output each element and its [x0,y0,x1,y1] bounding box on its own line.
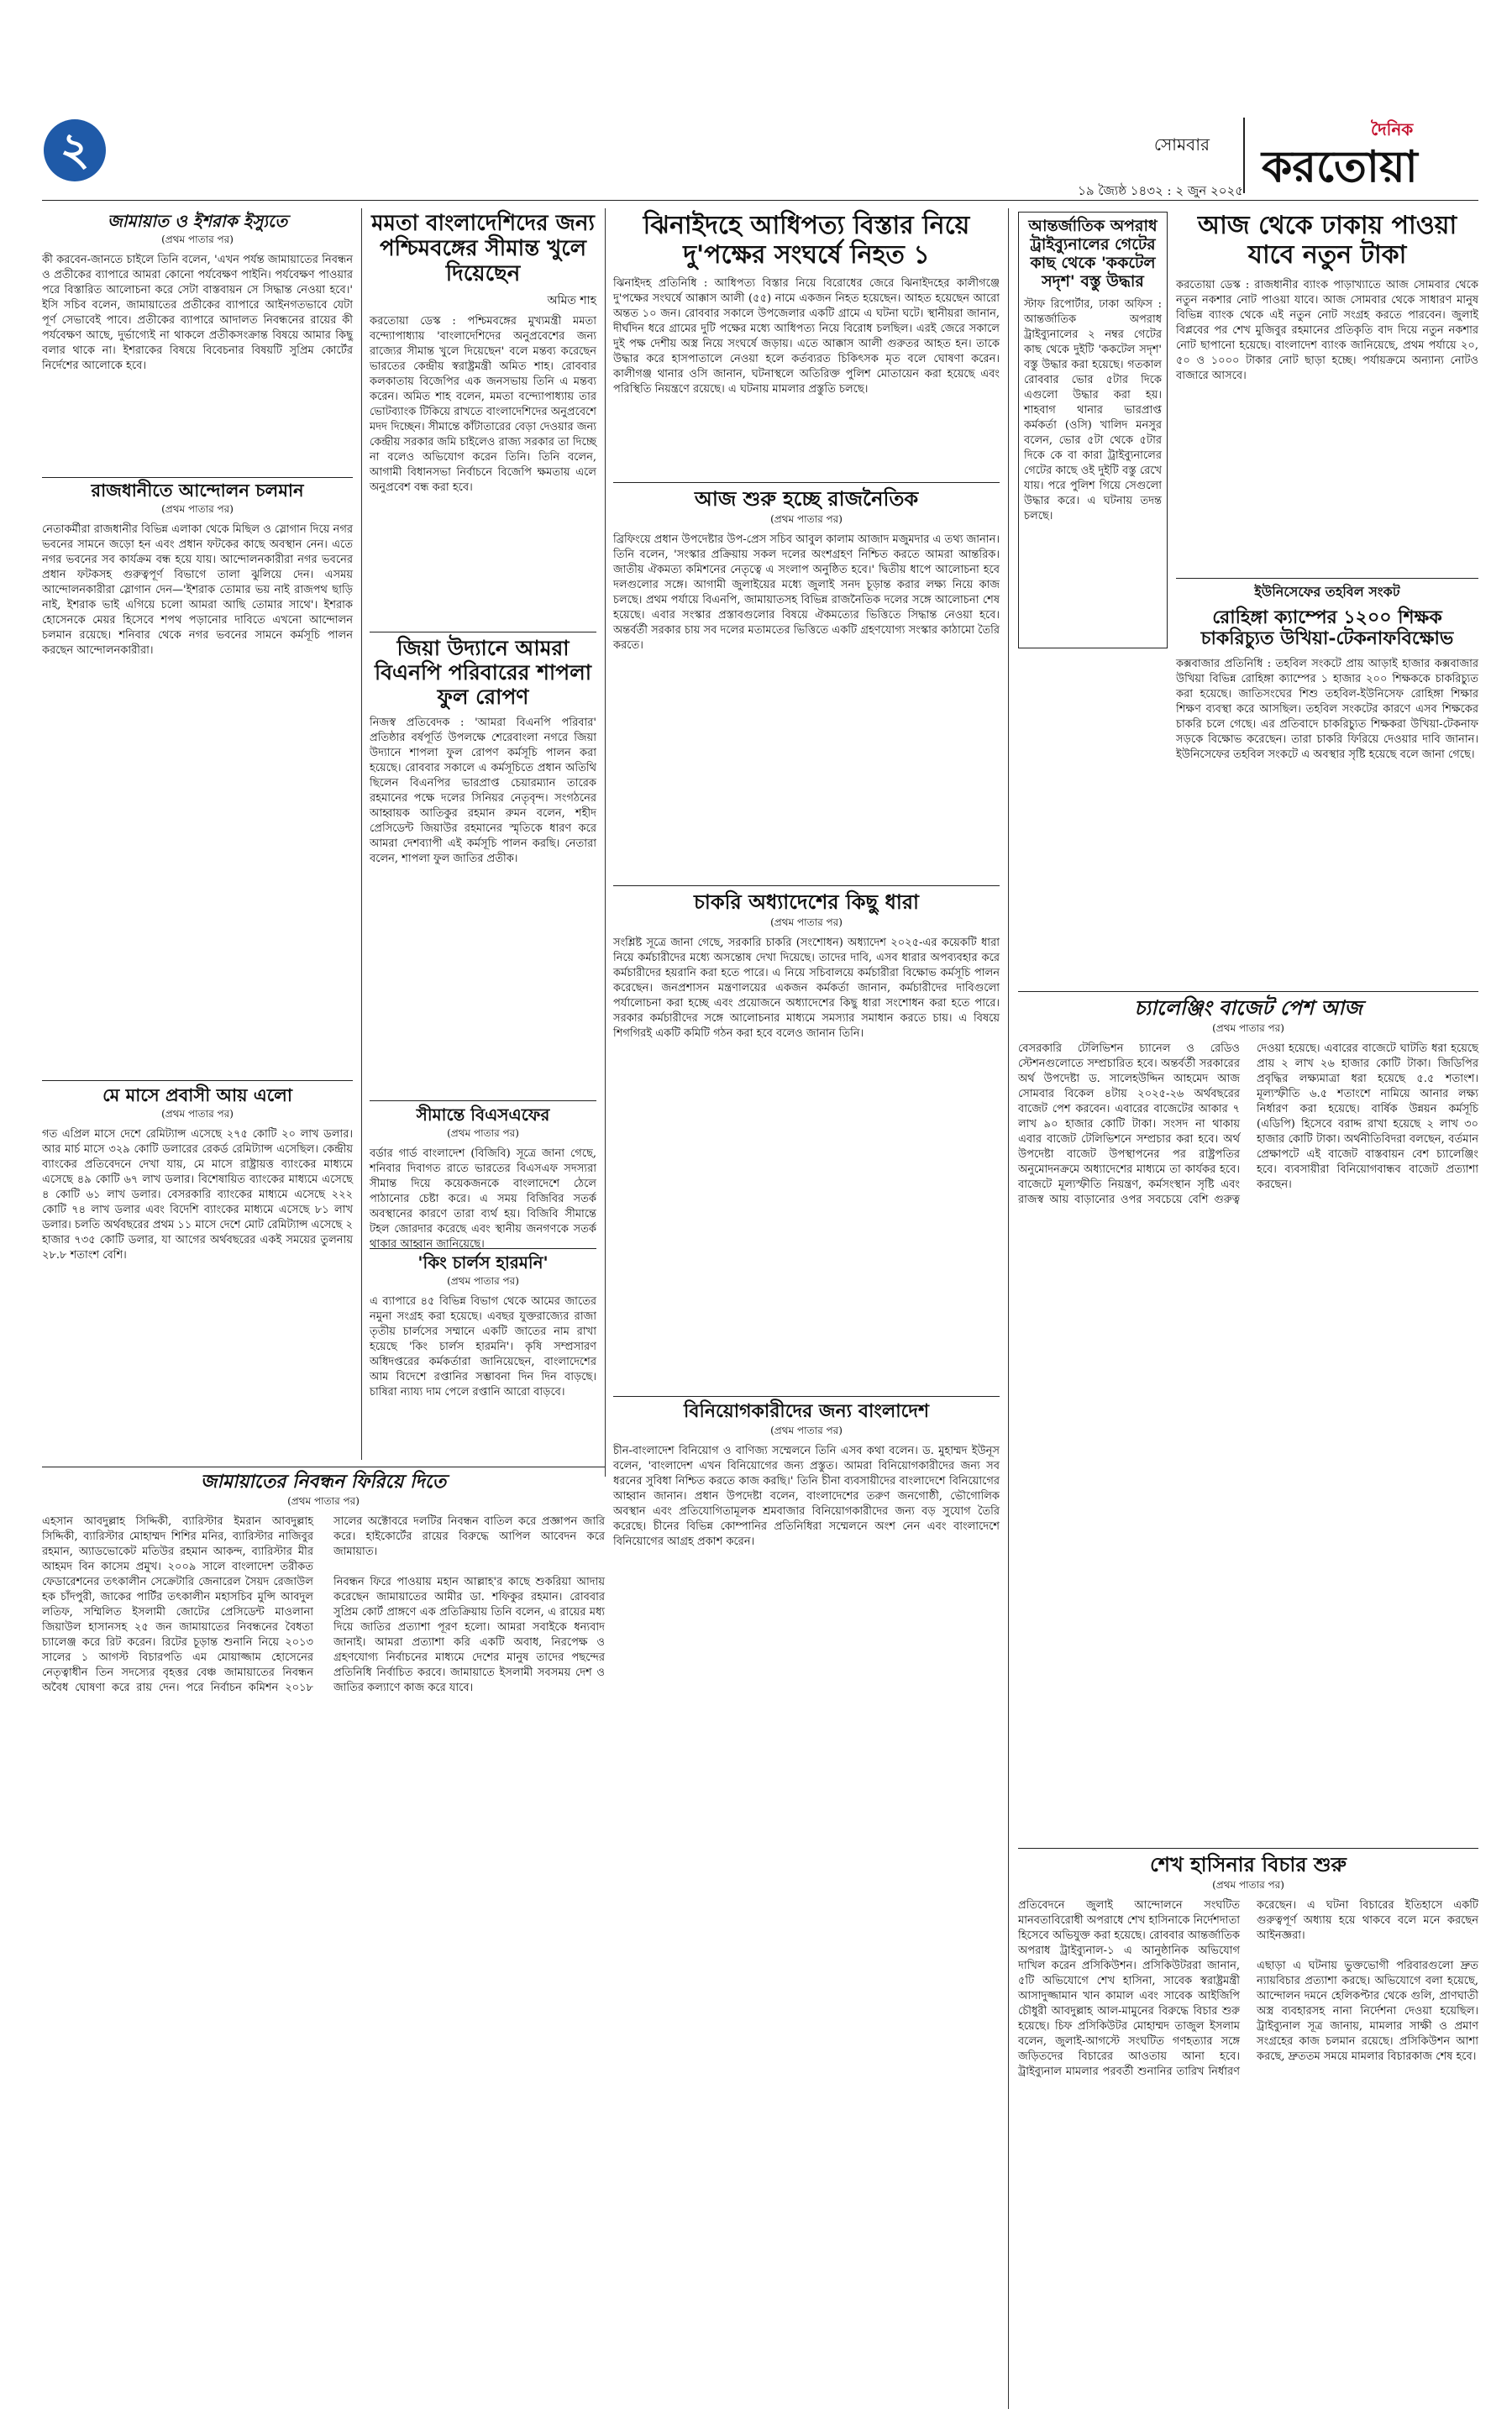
article-body: কী করবেন-জানতে চাইলে তিনি বলেন, 'এখন পর্যন্ত জামায়াতের নিবন্ধন ও প্রতীকের ব্যাপারে আমরা কোনো পর্যবেক্ষণ পাইনি। পর্যবেক্ষণ পাওয়ার পরে বিস্তারিত আলোচনা করে সেটা বাস্তবায়ন সে সিদ্ধান্ত নেওয়া হবে।' ইসি সচিব বলেন, জামায়াতের প্রতীকের ব্যাপারে আইনগতভাবে যেটা পূর্ণ সেভাবেই পাবে। প্রতীকের ব্যাপারে আদালত নিবন্ধনের রায়ের কী পর্যবেক্ষণ আছে, দুর্ভাগ্যেই না থাকলে প্রতীকসংক্রান্ত বিষয়ে আমার কিছু বলার থাকে না। ইশরাকের বিষয়ে বিবেচনার বিষয়টি সুপ্রিম কোর্টের নির্দেশের আলোকে হবে। [42,254,357,372]
headline: শেখ হাসিনার বিচার শুরু [1150,1852,1347,1876]
article-body: ব্রিফিংয়ে প্রধান উপদেষ্টার উপ-প্রেস সচিব আবুল কালাম আজাদ মজুমদার এ তথ্য জানান। তিনি বলেন, 'সংস্কার প্রক্রিয়ায় সকল দলের অংশগ্রহণ নিশ্চিত করতে আমরা আন্তরিক। জাতীয় ঐকমত্য কমিশনের নেতৃত্বে এ সংলাপ অনুষ্ঠিত হবে।' দ্বিতীয় ধাপে আলোচনা হবে দলগুলোর সঙ্গে। আগামী জুলাইয়ের মধ্যে জুলাই সনদ চূড়ান্ত করার লক্ষ্য নিয়ে কাজ চলছে। প্রথম পর্যায়ে বিএনপি, জামায়াতসহ বিভিন্ন রাজনৈতিক দলের সঙ্গে আলোচনা শেষ হয়েছে। এবার সংস্কার প্রস্তাবগুলোর বিষয়ে ঐকমত্যের ভিত্তিতে সিদ্ধান্ত নেওয়া হবে। অন্তর্বর্তী সরকার চায় সব দলের মতামতের ভিত্তিতে একটি গ্রহণযোগ্য সংস্কার কাঠামো তৈরি করতে। [613,533,1004,652]
headline: চাকরি অধ্যাদেশের কিছু ধারা [693,890,920,914]
article-body: প্রতিবেদনে জুলাই আন্দোলনে সংঘটিত মানবতাবিরোধী অপরাধে শেখ হাসিনাকে নির্দেশদাতা হিসেবে অভিযুক্ত করা হয়েছে। রোববার আন্তর্জাতিক অপরাধ ট্রাইব্যুনাল-১ এ আনুষ্ঠানিক অভিযোগ দাখিল করেন প্রসিকিউশন। প্রসিকিউটররা জানান, ৫টি অভিযোগে শেখ হাসিনা, সাবেক স্বরাষ্ট্রমন্ত্রী আসাদুজ্জামান খান কামাল এবং সাবেক আইজিপি চৌধুরী আবদুল্লাহ আল-মামুনের বিরুদ্ধে বিচার শুরু হয়েছে। চিফ প্রসিকিউটর মোহাম্মদ তাজুল ইসলাম বলেন, জুলাই-আগস্টে সংঘটিত গণহত্যার সঙ্গে জড়িতদের বিচারের আওতায় আনা হবে। ট্রাইব্যুনাল মামলার পরবর্তী শুনানির তারিখ নির্ধারণ করেছেন। এ ঘটনা বিচারের ইতিহাসে একটি গুরুত্বপূর্ণ অধ্যায় হয়ে থাকবে বলে মনে করছেন আইনজ্ঞরা। এছাড়া এ ঘটনায় ভুক্তভোগী পরিবারগুলো দ্রুত ন্যায়বিচার প্রত্যাশা করছে। অভিযোগে বলা হয়েছে, আন্দোলন দমনে হেলিকপ্টার থেকে গুলি, প্রাণঘাতী অস্ত্র ব্যবহারসহ নানা নির্দেশনা দেওয়া হয়েছিল। ট্রাইব্যুনাল সূত্র জানায়, মামলার সাক্ষী ও প্রমাণ সংগ্রহের কাজ চলমান রয়েছে। প্রসিকিউশন আশা করছে, দ্রুততম সময়ে মামলার বিচারকাজ শেষ হবে। [1018,1898,1478,2078]
continued-label: (প্রথম পাতার পর) [161,1108,234,1121]
column-divider [1008,208,1009,2409]
page-number: ২ [60,123,90,176]
section-rule [1018,991,1478,992]
masthead [1243,118,1480,193]
page-header [0,0,1512,198]
continued-label: (প্রথম পাতার পর) [770,1425,843,1437]
article-jhenaidah [613,211,1004,480]
column-divider [605,208,606,1477]
headline: সীমান্তে বিএসএফের [416,1105,550,1125]
article-budget [1018,995,1483,1954]
header-rule [42,200,1478,201]
headline: আজ থেকে ঢাকায় পাওয়া যাবে নতুন টাকা [1197,211,1457,270]
article-king-charles [370,1252,601,1463]
headline: মে মাসে প্রবাসী আয় এলো [102,1084,292,1105]
continued-label: (প্রথম পাতার পর) [770,916,843,928]
continued-label: (প্রথম পাতার পর) [161,234,234,245]
article-jamaat-registration [42,1472,605,2412]
article-bsf [370,1105,601,1251]
article-body: এ ব্যাপারে ৪৫ বিভিন্ন বিভাগ থেকে আমের জাতের নমুনা সংগ্রহ করা হয়েছে। এবছর যুক্তরাজ্যের রাজা তৃতীয় চার্লসের সম্মানে একটি জাতের নাম রাখা হয়েছে 'কিং চার্লস হারমনি'। কৃষি সম্প্রসারণ অধিদপ্তরের কর্মকর্তারা জানিয়েছেন, বাংলাদেশের আম বিদেশে রপ্তানির সম্ভাবনা দিন দিন বাড়ছে। চাষিরা ন্যায্য দাম পেলে রপ্তানি আরো বাড়বে। [370,1295,601,1399]
article-investors [613,1400,1004,2409]
article-body: নিজস্ব প্রতিবেদক : 'আমরা বিএনপি পরিবার' প্রতিষ্ঠার বর্ষপূর্তি উপলক্ষে শেরেবাংলা নগরে জিয়া উদ্যানে শাপলা ফুল রোপণ কর্মসূচি পালন করা হয়েছে। রোববার সকালে এ কর্মসূচিতে প্রধান অতিথি ছিলেন বিএনপির ভারপ্রাপ্ত চেয়ারম্যান তারেক রহমানের পক্ষে দলের সিনিয়র নেতৃবৃন্দ। সংগঠনের আহ্বায়ক আতিকুর রহমান রুমন বলেন, শহীদ প্রেসিডেন্ট জিয়াউর রহমানের স্মৃতিকে ধারণ করে আমরা দেশব্যাপী এই কর্মসূচি পালন করছি। নেতারা বলেন, শাপলা ফুল জাতির প্রতীক। [370,716,601,866]
byline: অমিত শাহ [547,293,596,307]
headline: জামায়াত ও ইশরাক ইস্যুতে [107,211,288,231]
article-politics [613,486,1004,882]
article-mamata [370,211,601,632]
continued-label: (প্রথম পাতার পর) [287,1495,360,1508]
section-rule [42,1080,353,1081]
article-hasina-trial [1018,1853,1478,2407]
article-unicef [1176,581,1483,968]
article-rajshahi [42,480,357,1075]
headline: মমতা বাংলাদেশিদের জন্য পশ্চিমবঙ্গের সীমান্ত খুলে দিয়েছেন [371,211,595,286]
headline: আজ শুরু হচ্ছে রাজনৈতিক [694,486,919,511]
article-body: নেতাকর্মীরা রাজধানীর বিভিন্ন এলাকা থেকে মিছিল ও স্লোগান দিয়ে নগর ভবনের সামনে জড়ো হন এবং প্রধান ফটকের কাছে অবস্থান নেন। এতে নগর ভবনের সব কার্যক্রম বন্ধ হয়ে যায়। আন্দোলনকারীরা নগর ভবনের প্রধান ফটকসহ গুরুত্বপূর্ণ বিভাগে তালা ঝুলিয়ে দেন। এসময় আন্দোলনকারীরা স্লোগান দেন—'ইশরাক তোমার ভয় নাই রাজপথ ছাড়ি নাই, ইশরাক ভাই এগিয়ে চলো আমরা আছি তোমার সাথে'। ইশরাক হোসেনকে মেয়র হিসেবে শপথ পড়ানোর দাবিতে এখনো আন্দোলন চলমান রয়েছে। শনিবার থেকে নগর ভবনের সামনে কর্মসূচি পালন করছেন আন্দোলনকারীরা। [42,523,357,658]
article-body: কক্সবাজার প্রতিনিধি : তহবিল সংকটে প্রায় আড়াই হাজার কক্সবাজার উখিয়া বিভিন্ন রোহিঙ্গা ক্যাম্পের ১ হাজার ২০০ শিক্ষককে চাকরিচ্যুত করা হয়েছে। জাতিসংঘের শিশু তহবিল-ইউনিসেফ রোহিঙ্গা শিক্ষার শিক্ষণ ব্যবস্থা করে আসছিল। তহবিল সংকটের কারণে এসব শিক্ষকের চাকরি চলে গেছে। এর প্রতিবাদে চাকরিচ্যুত শিক্ষকরা উখিয়া-টেকনাফ সড়কে বিক্ষোভ করেছেন। তারা চাকরি ফিরিয়ে দেওয়ার দাবি জানান। ইউনিসেফের তহবিল সংকটে এ অবস্থার সৃষ্টি হয়েছে বলে জানা গেছে। [1176,657,1483,761]
article-body: চীন-বাংলাদেশ বিনিয়োগ ও বাণিজ্য সম্মেলনে তিনি এসব কথা বলেন। ড. মুহাম্মদ ইউনূস বলেন, 'বাংলাদেশ এখন বিনিয়োগের জন্য প্রস্তুত। আমরা বিনিয়োগকারীদের জন্য সব ধরনের সুবিধা নিশ্চিত করতে কাজ করছি।' তিনি চীনা ব্যবসায়ীদের বাংলাদেশে বিনিয়োগের আহ্বান জানান। প্রধান উপদেষ্টা বলেন, বাংলাদেশের তরুণ জনগোষ্ঠী, ভৌগোলিক অবস্থান এবং প্রতিযোগিতামূলক শ্রমবাজার বিনিয়োগকারীদের জন্য বড় সুযোগ তৈরি করেছে। চীনের বিভিন্ন কোম্পানির প্রতিনিধিরা সম্মেলনে অংশ নেন এবং বাংলাদেশে বিনিয়োগের আগ্রহ প্রকাশ করেন। [613,1445,1004,1549]
section-rule [613,482,1000,483]
section-rule [1176,578,1478,579]
masthead-daily: দৈনিক [1371,119,1414,139]
headline: রোহিঙ্গা ক্যাম্পের ১২০০ শিক্ষক চাকরিচ্যুত উখিয়া-টেকনাফবিক্ষোভ [1200,606,1454,650]
continued-label: (প্রথম পাতার পর) [447,1275,519,1287]
headline: আন্তর্জাতিক অপরাধ ট্রাইব্যুনালের গেটের কাছ থেকে 'ককটেল সদৃশ' বস্তু উদ্ধার [1028,217,1158,291]
article-body: বর্ডার গার্ড বাংলাদেশ (বিজিবি) সূত্রে জানা গেছে, শনিবার দিবাগত রাতে ভারতের বিএসএফ সদস্যরা সীমান্ত দিয়ে কয়েকজনকে বাংলাদেশে ঠেলে পাঠানোর চেষ্টা করে। এ সময় বিজিবির সতর্ক অবস্থানের কারণে তারা ব্যর্থ হয়। বিজিবি সীমান্তে টহল জোরদার করেছে এবং স্থানীয় জনগণকে সতর্ক থাকার আহ্বান জানিয়েছে। [370,1147,601,1251]
article-body: করতোয়া ডেস্ক : পশ্চিমবঙ্গের মুখ্যমন্ত্রী মমতা বন্দ্যোপাধ্যায় 'বাংলাদেশিদের অনুপ্রবেশের জন্য রাজ্যের সীমান্ত খুলে দিয়েছেন' বলে মন্তব্য করেছেন ভারতের কেন্দ্রীয় স্বরাষ্ট্রমন্ত্রী অমিত শাহ। রোববার কলকাতায় বিজেপির এক জনসভায় তিনি এ মন্তব্য করেন। অমিত শাহ বলেন, মমতা বন্দ্যোপাধ্যায় তার ভোটব্যাংক টিকিয়ে রাখতে বাংলাদেশিদের অনুপ্রবেশে মদদ দিচ্ছেন। সীমান্তে কাঁটাতারের বেড়া দেওয়ার জন্য কেন্দ্রীয় সরকার জমি চাইলেও রাজ্য সরকার তা দিচ্ছে না বলেও অভিযোগ করেন তিনি। তিনি বলেন, আগামী বিধানসভা নির্বাচনে বিজেপি ক্ষমতায় এলে অনুপ্রবেশ বন্ধ করা হবে। [370,314,601,494]
headline: বিনিয়োগকারীদের জন্য বাংলাদেশ [683,1400,930,1422]
weekday-label: সোমবার [1153,134,1210,155]
article-body: গত এপ্রিল মাসে দেশে রেমিট্যান্স এসেছে ২৭৫ কোটি ২০ লাখ ডলার। আর মার্চ মাসে ৩২৯ কোটি ডলারের রেকর্ড রেমিট্যান্স এসেছিল। কেন্দ্রীয় ব্যাংকের প্রতিবেদনে দেখা যায়, মে মাসে রাষ্ট্রায়ত্ত ব্যাংকের মাধ্যমে এসেছে ৪৯ কোটি ৬৭ লাখ ডলার। বিশেষায়িত ব্যাংকের মাধ্যমে এসেছে ৪ কোটি ৬১ লাখ ডলার। বেসরকারি ব্যাংকের মাধ্যমে এসেছে ২২২ কোটি ৭৪ লাখ ডলার এবং বিদেশি ব্যাংকের মাধ্যমে এসেছে ৮১ লাখ ডলার। চলতি অর্থবছরের প্রথম ১১ মাসে দেশে মোট রেমিট্যান্স এসেছে ২ হাজার ৭৩৫ কোটি ডলার, যা আগের অর্থবছরের একই সময়ের তুলনায় ২৮.৮ শতাংশ বেশি। [42,1128,357,1262]
section-rule [613,885,1000,886]
article-chakri [613,890,1004,1394]
masthead-title: করতোয়া [1262,142,1418,192]
kicker: ইউনিসেফের তহবিল সংকট [1254,584,1400,600]
article-body: বেসরকারি টেলিভিশন চ্যানেল ও রেডিও স্টেশনগুলোতে সম্প্রচারিত হবে। অন্তর্বর্তী সরকারের অর্থ উপদেষ্টা ড. সালেহউদ্দিন আহমেদ আজ সোমবার বিকেল ৪টায় ২০২৫-২৬ অর্থবছরের বাজেট পেশ করবেন। এবারের বাজেটের আকার ৭ লাখ ৯০ হাজার কোটি টাকা। সংসদ না থাকায় এবার বাজেট টেলিভিশনে সম্প্রচার করা হবে। অর্থ উপদেষ্টা বাজেট উপস্থাপনের পর রাষ্ট্রপতির অনুমোদনক্রমে অধ্যাদেশের মাধ্যমে তা কার্যকর হবে। বাজেটে মূল্যস্ফীতি নিয়ন্ত্রণ, কর্মসংস্থান সৃষ্টি এবং রাজস্ব আয় বাড়ানোর ওপর সবচেয়ে বেশি গুরুত্ব দেওয়া হয়েছে। এবারের বাজেটে ঘাটতি ধরা হয়েছে প্রায় ২ লাখ ২৬ হাজার কোটি টাকা। জিডিপির প্রবৃদ্ধির লক্ষ্যমাত্রা ধরা হয়েছে ৫.৫ শতাংশ। মূল্যস্ফীতি ৬.৫ শতাংশে নামিয়ে আনার লক্ষ্য নির্ধারণ করা হয়েছে। বার্ষিক উন্নয়ন কর্মসূচি (এডিপি) হিসেবে বরাদ্দ রাখা হয়েছে ২ লাখ ৩০ হাজার কোটি টাকা। অর্থনীতিবিদরা বলছেন, বর্তমান প্রেক্ষাপটে এই বাজেট বাস্তবায়ন বেশ চ্যালেঞ্জিং হবে। ব্যবসায়ীরা বিনিয়োগবান্ধব বাজেট প্রত্যাশা করছেন। [1018,1042,1483,1206]
continued-label: (প্রথম পাতার পর) [161,503,234,516]
continued-label: (প্রথম পাতার পর) [447,1127,519,1139]
page-number-badge [44,119,106,181]
article-jamaat-issue [42,211,357,474]
article-body: এহসান আবদুল্লাহ সিদ্দিকী, ব্যারিস্টার ইমরান আবদুল্লাহ সিদ্দিকী, ব্যারিস্টার মোহাম্মদ শিশির মনির, ব্যারিস্টার নাজিবুর রহমান, অ্যাডভোকেট মতিউর রহমান আকন্দ, ব্যারিস্টার মীর আহমদ বিন কাসেম প্রমুখ। ২০০৯ সালে বাংলাদেশ তরীকত ফেডারেশনের তৎকালীন সেক্রেটারি জেনারেল সৈয়দ রেজাউল হক চাঁদপুরী, জাকের পার্টির তৎকালীন মহাসচিব মুন্সি আবদুল লতিফ, সম্মিলিত ইসলামী জোটের প্রেসিডেন্ট মাওলানা জিয়াউল হাসানসহ ২৫ জন জামায়াতের নিবন্ধনের বৈধতা চ্যালেঞ্জ করে রিট করেন। রিটের চূড়ান্ত শুনানি নিয়ে ২০১৩ সালের ১ আগস্ট বিচারপতি এম মোয়াজ্জাম হোসেনের নেতৃত্বাধীন তিন সদস্যের বৃহত্তর বেঞ্চ জামায়াতের নিবন্ধন অবৈধ ঘোষণা করে রায় দেন। পরে নির্বাচন কমিশন ২০১৮ সালের অক্টোবরে দলটির নিবন্ধন বাতিল করে প্রজ্ঞাপন জারি করে। হাইকোর্টের রায়ের বিরুদ্ধে আপিল আবেদন করে জামায়াত। নিবন্ধন ফিরে পাওয়ায় মহান আল্লাহ'র কাছে শুকরিয়া আদায় করেছেন জামায়াতের আমীর ডা. শফিকুর রহমান। রোববার সুপ্রিম কোর্ট প্রাঙ্গণে এক প্রতিক্রিয়ায় তিনি বলেন, এ রায়ের মধ্য দিয়ে জাতির প্রত্যাশা পূরণ হলো। আমরা সবাইকে ধন্যবাদ জানাই। আমরা প্রত্যাশা করি একটি অবাধ, নিরপেক্ষ ও গ্রহণযোগ্য নির্বাচনের মাধ্যমে দেশের মানুষ তাদের পছন্দের প্রতিনিধি নির্বাচিত করবে। জামায়াতে ইসলামী সবসময় দেশ ও জাতির কল্যাণে কাজ করে যাবে। [42,1515,605,1695]
continued-label: (প্রথম পাতার পর) [1212,1021,1284,1034]
article-body: ঝিনাইদহ প্রতিনিধি : আধিপত্য বিস্তার নিয়ে বিরোধের জেরে ঝিনাইদহের কালীগঞ্জে দু'পক্ষের সংঘর্ষে আক্কাস আলী (৫৫) নামে একজন নিহত হয়েছেন। আহত হয়েছেন আরো অন্তত ১০ জন। রোববার সকালে উপজেলার একটি গ্রামে এ ঘটনা ঘটে। স্থানীয়রা জানান, দীর্ঘদিন ধরে গ্রামের দুটি পক্ষের মধ্যে আধিপত্য নিয়ে বিরোধ চলছিল। এরই জেরে সকালে দুই পক্ষ দেশীয় অস্ত্র নিয়ে সংঘর্ষে জড়ায়। এতে আক্কাস আলী গুরুতর আহত হন। তাকে উদ্ধার করে হাসপাতালে নেওয়া হলে কর্তব্যরত চিকিৎসক মৃত বলে ঘোষণা করেন। কালীগঞ্জ থানার ওসি জানান, ঘটনাস্থলে অতিরিক্ত পুলিশ মোতায়েন করা হয়েছে এবং পরিস্থিতি নিয়ন্ত্রণে রয়েছে। এ ঘটনায় মামলার প্রস্তুতি চলছে। [613,277,1004,396]
continued-label: (প্রথম পাতার পর) [770,512,843,525]
continued-label: (প্রথম পাতার পর) [1212,1878,1284,1891]
article-body: স্টাফ রিপোর্টার, ঢাকা অফিস : আন্তর্জাতিক অপরাধ ট্রাইব্যুনালের ২ নম্বর গেটের কাছ থেকে দুইটি 'ককটেল সদৃশ' বস্তু উদ্ধার করা হয়েছে। গতকাল রোববার ভোর ৫টার দিকে এগুলো উদ্ধার করা হয়। শাহবাগ থানার ভারপ্রাপ্ত কর্মকর্তা (ওসি) খালিদ মনসুর বলেন, ভোর ৫টা থেকে ৫টার দিকে কে বা কারা ট্রাইব্যুনালের গেটের কাছে ওই দুইটি বস্তু রেখে যায়। পরে পুলিশ গিয়ে সেগুলো উদ্ধার করে। এ ঘটনায় তদন্ত চলছে। [1024,298,1166,523]
issue-date: ১৯ জ্যৈষ্ঠ ১৪৩২ : ২ জুন ২০২৫ [1078,183,1243,198]
article-new-notes [1176,211,1483,573]
article-tribunal [1018,212,1168,648]
headline: জিয়া উদ্যানে আমরা বিএনপি পরিবারের শাপলা ফুল রোপণ [374,636,591,709]
headline: 'কিং চার্লস হারমনি' [417,1252,549,1273]
headline: চ্যালেঞ্জিং বাজেট পেশ আজ [1134,995,1362,1020]
article-body: করতোয়া ডেস্ক : রাজধানীর ব্যাংক পাড়াখ্যাতে আজ সোমবার থেকে নতুন নকশার নোট পাওয়া যাবে। আজ সোমবার থেকে সাধারণ মানুষ বিভিন্ন ব্যাংক থেকে এই নতুন নোট সংগ্রহ করতে পারবেন। জুলাই বিপ্লবের পর শেখ মুজিবুর রহমানের প্রতিকৃতি বাদ দিয়ে নতুন নকশার নোট ছাপানো হয়েছে। বাংলাদেশ ব্যাংক জানিয়েছে, প্রথম পর্যায়ে ২০, ৫০ ও ১০০০ টাকার নোট ছাড়া হচ্ছে। পর্যায়ক্রমে অন্যান্য নোটও বাজারে আসবে। [1176,279,1483,382]
section-rule [370,1100,596,1101]
section-rule [370,1248,596,1249]
article-probasi [42,1084,357,1455]
section-rule [42,477,353,478]
column-divider [361,208,362,1460]
article-body: সংশ্লিষ্ট সূত্রে জানা গেছে, সরকারি চাকরি (সংশোধন) অধ্যাদেশ ২০২৫-এর কয়েকটি ধারা নিয়ে কর্মচারীদের মধ্যে অসন্তোষ দেখা দিয়েছে। তাদের দাবি, এসব ধারার অপব্যবহার করে কর্মচারীদের হয়রানি করা হতে পারে। এ নিয়ে সচিবালয়ে কর্মচারীরা বিক্ষোভ কর্মসূচি পালন করেছেন। জনপ্রশাসন মন্ত্রণালয়ের একজন কর্মকর্তা জানান, কর্মচারীদের দাবিগুলো পর্যালোচনা করা হচ্ছে এবং প্রয়োজনে অধ্যাদেশের কিছু ধারা সংশোধন করা হতে পারে। সরকার কর্মচারীদের সঙ্গে আলোচনার মাধ্যমে সমস্যার সমাধান করতে চায়। এ বিষয়ে শিগগিরই একটি কমিটি গঠন করা হবে বলেও জানান তিনি। [613,936,1004,1040]
headline: রাজধানীতে আন্দোলন চলমান [91,480,304,501]
headline: ঝিনাইদহে আধিপত্য বিস্তার নিয়ে দু'পক্ষের সংঘর্ষে নিহত ১ [643,211,970,270]
headline: জামায়াতের নিবন্ধন ফিরিয়ে দিতে [200,1471,447,1493]
section-rule [613,1396,1000,1397]
section-rule [1018,1848,1478,1849]
article-zia-udyan [370,636,601,1107]
